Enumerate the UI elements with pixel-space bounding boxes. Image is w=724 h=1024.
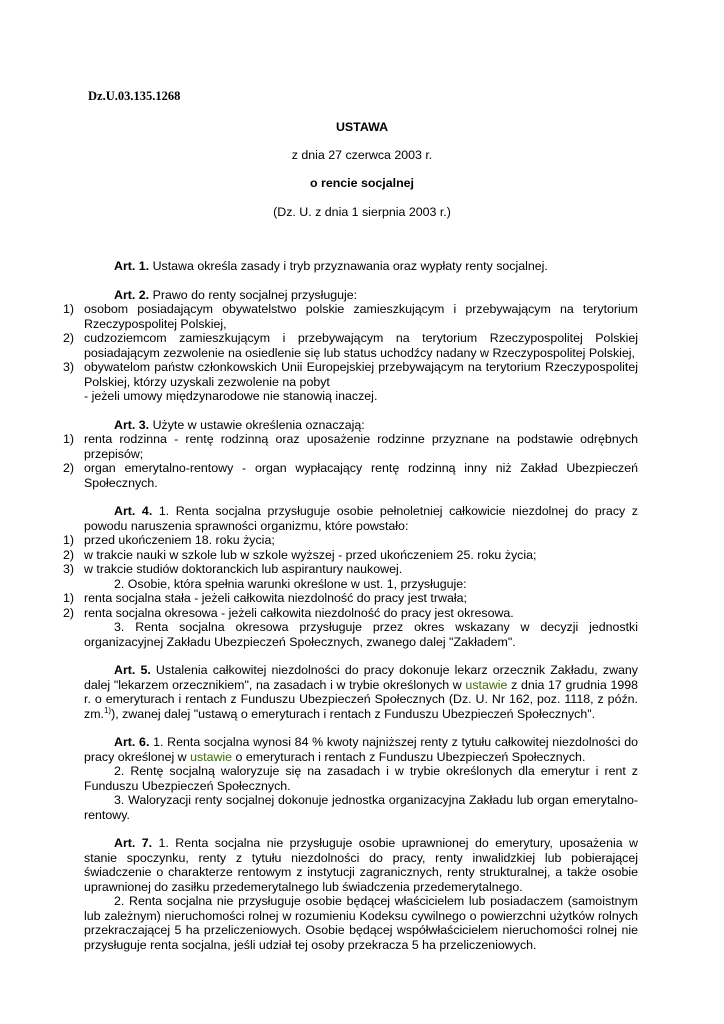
- article-2-intro-text: Prawo do renty socjalnej przysługuje:: [149, 287, 358, 302]
- article-4-item2-2: 2) renta socjalna okresowa - jeżeli całkowita niezdolność do pracy jest okresowa.: [63, 605, 514, 620]
- article-2-tail: - jeżeli umowy międzynarodowe nie stanowią inaczej.: [84, 389, 378, 403]
- article-4-p1: [84, 504, 638, 533]
- article-3-intro-text: Użyte w ustawie określenia oznaczają:: [149, 417, 365, 432]
- document-date: z dnia 27 czerwca 2003 r.: [291, 148, 433, 162]
- document-id: Dz.U.03.135.1268: [88, 89, 181, 103]
- article-4-p3: 3. Renta socjalna okresowa przysługuje przez okres wskazany w decyzji jednostki organizacyjnej Zakładu Ubezpieczeń Społecznych, zwanego dalej "Zakładem".: [84, 620, 638, 649]
- document-body: [0, 259, 724, 952]
- article-1-text: Ustawa określa zasady i tryb przyznawania oraz wypłaty renty socjalnej.: [149, 259, 548, 273]
- article-4-p2: 2. Osobie, która spełnia warunki określone w ust. 1, przysługuje:: [114, 576, 467, 591]
- ustawa-link[interactable]: ustawie: [190, 749, 233, 764]
- article-4-item1-1: 1) przed ukończeniem 18. roku życia;: [63, 533, 275, 547]
- article-3-label: Art. 3.: [114, 417, 150, 432]
- article-5: Art. 5. Ustalenia całkowitej niezdolności do pracy dokonuje lekarz orzecznik Zakładu, zwany dalej "lekarzem orzecznikiem", na zasadach i w trybie określonych w ustawie z dnia 17 grudnia 1998 r. o emeryturach i rentach z Funduszu Ubezpieczeń Społecznych (Dz. U. Nr 162, poz. 1118, z późn. zm.$^{1)}$), zwanej dalej "ustawą o emeryturach i rentach z Funduszu Ubezpieczeń Społecznych".: [84, 663, 639, 721]
- footnote-marker[interactable]: 1): [103, 705, 112, 715]
- article-7-p1: Art. 7. 1. Renta socjalna nie przysługuje osobie uprawnionej do emerytury, uposażenia w stanie spoczynku, renty z tytułu niezdolności do pracy, renty inwalidzkiej lub pobierającej świadczenie o charakterze rentowym z instytucji zagranicznych, renty strukturalnej, a także osobie uprawnionej do zasiłku przedemerytalnego lub świadczenia przedemerytalnego.: [84, 836, 638, 894]
- article-4-p1-text: 1. Renta socjalna przysługuje osobie pełnoletniej całkowicie niezdolnej do pracy z powodu naruszenia sprawności organizmu, które powstało:: [84, 504, 638, 533]
- article-3-item-1: 1) renta rodzinna - rentę rodzinną oraz uposażenie rodzinne przyznane na podstawie odrębnych przepisów;: [63, 432, 638, 461]
- article-3-intro: [84, 418, 638, 433]
- article-2-label: Art. 2.: [114, 287, 150, 302]
- article-6-p3: 3. Waloryzacji renty socjalnej dokonuje jednostka organizacyjna Zakładu lub organ emerytalno-rentowy.: [84, 793, 638, 822]
- article-2-item-3: 3) obywatelom państw członkowskich Unii Europejskiej przebywającym na terytorium Rzeczypospolitej Polskiej, którzy uzyskali zezwolenie na pobyt: [63, 360, 638, 389]
- article-4-item1-2: 2) w trakcie nauki w szkole lub w szkole wyższej - przed ukończeniem 25. roku życia;: [63, 547, 537, 562]
- article-7-label: Art. 7.: [114, 836, 153, 850]
- article-3-item-2: 2) organ emerytalno-rentowy - organ wypłacający rentę rodzinną inny niż Zakład Ubezpieczeń Społecznych.: [63, 461, 638, 490]
- article-1-label: Art. 1.: [114, 259, 150, 273]
- article-2-item-1: 1) osobom posiadającym obywatelstwo polskie zamieszkującym i przebywającym na terytorium Rzeczypospolitej Polskiej,: [63, 302, 638, 331]
- article-4-item2-1: 1) renta socjalna stała - jeżeli całkowita niezdolność do pracy jest trwała;: [63, 591, 467, 605]
- article-2-item-2: 2) cudzoziemcom zamieszkującym i przebywającym na terytorium Rzeczypospolitej Polskiej posiadającym zezwolenie na osiedlenie się lub status uchodźcy nadany w Rzeczypospolitej Polskiej,: [63, 331, 638, 360]
- article-7-p2: 2. Renta socjalna nie przysługuje osobie będącej właścicielem lub posiadaczem (samoistnym lub zależnym) nieruchomości rolnej w rozumieniu Kodeksu cywilnego o powierzchni użytków rolnych przekraczającej 5 ha przeliczeniowych. Osobie będącej współwłaścicielem nieruchomości rolnej nie przysługuje renta socjalna, jeśli udział tej osoby przekracza 5 ha przeliczeniowych.: [84, 894, 638, 952]
- document-title: USTAWA: [335, 120, 389, 134]
- article-1: [84, 259, 638, 274]
- article-6-p2: 2. Rentę socjalną waloryzuje się na zasadach i w trybie określonych dla emerytur i rent z Funduszu Ubezpieczeń Społecznych.: [84, 764, 638, 793]
- document-subject: o rencie socjalnej: [310, 176, 414, 190]
- ustawa-link[interactable]: ustawie: [465, 677, 508, 692]
- publication-reference: (Dz. U. z dnia 1 sierpnia 2003 r.): [273, 205, 451, 219]
- article-6-p1: Art. 6. 1. Renta socjalna wynosi 84 % kwoty najniższej renty z tytułu całkowitej niezdolności do pracy określonej w ustawie o emeryturach i rentach z Funduszu Ubezpieczeń Społecznych.: [84, 735, 638, 764]
- article-2-intro: [84, 288, 638, 303]
- article-5-label: Art. 5.: [114, 663, 151, 677]
- article-4-item1-3: 3) w trakcie studiów doktoranckich lub aspirantury naukowej.: [63, 562, 403, 576]
- article-4-label: Art. 4.: [114, 504, 153, 518]
- article-6-label: Art. 6.: [114, 735, 150, 749]
